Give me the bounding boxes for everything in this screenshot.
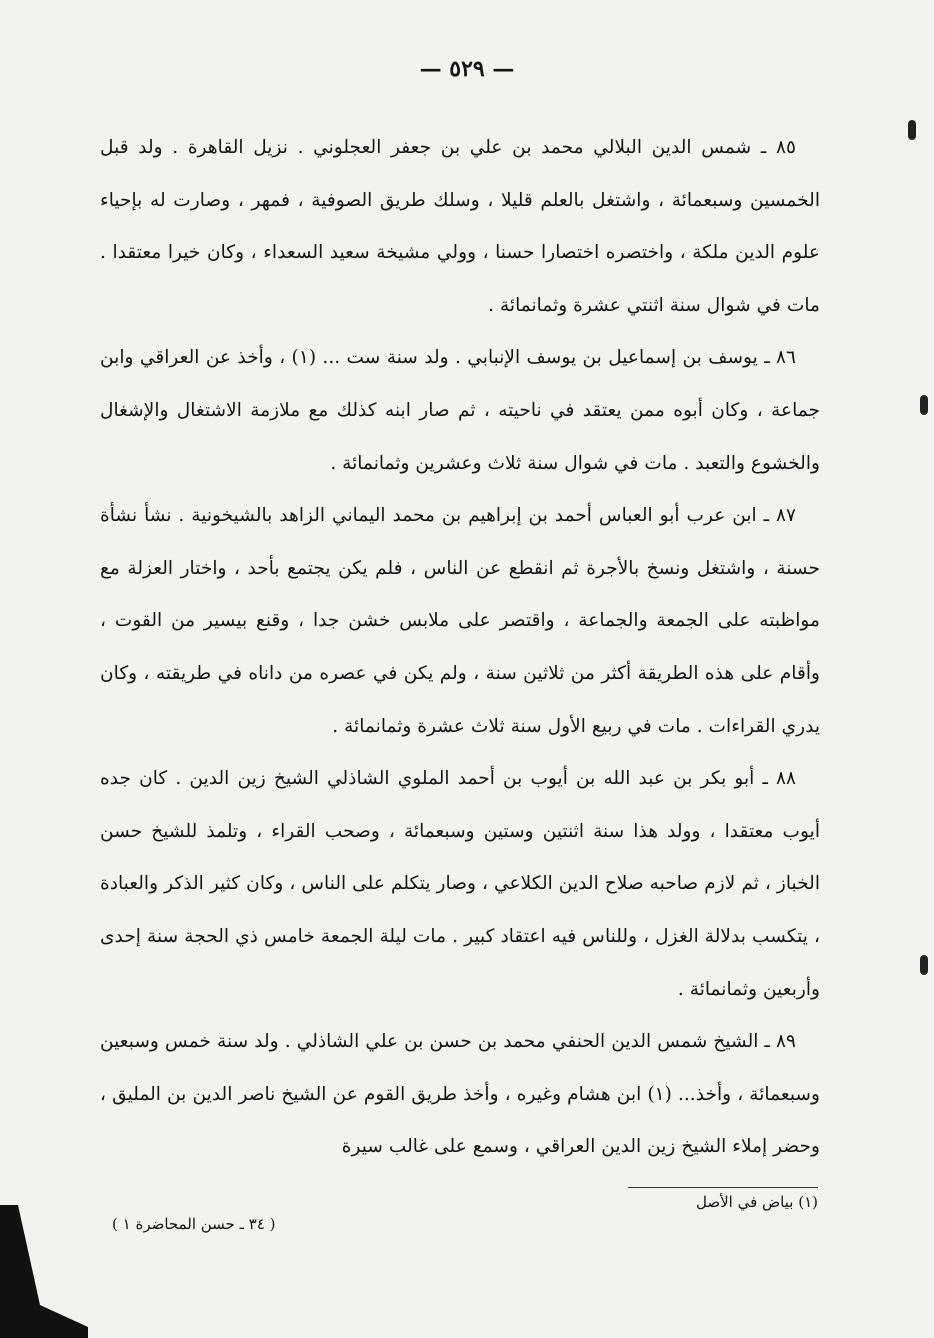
entry-89: ٨٩ ـ الشيخ شمس الدين الحنفي محمد بن حسن بن علي الشاذلي . ولد سنة خمس وسبعين وسبعمائة ، وأخذ... (١) ابن هشام وغيره ، وأخذ طريق القوم عن الشيخ ناصر الدين بن المليق ، وحضر إملاء الشيخ زين الدين العراقي ، وسمع على غالب سيرة <box>100 1031 820 1158</box>
entry-86: ٨٦ ـ يوسف بن إسماعيل بن يوسف الإنبابي . ولد سنة ست ... (١) ، وأخذ عن العراقي وابن جماعة ، وكان أبوه ممن يعتقد في ناحيته ، ثم صار ابنه كذلك مع ملازمة الاشتغال والإشغال والخشوع والتعبد . مات في شوال سنة ثلاث وعشرين وثمانمائة . <box>100 347 820 474</box>
scan-mark <box>920 395 928 415</box>
footnote-divider <box>628 1187 818 1188</box>
entry-88: ٨٨ ـ أبو بكر بن عبد الله بن أيوب بن أحمد الملوي الشاذلي الشيخ زين الدين . كان جده أيوب معتقدا ، وولد هذا سنة اثنتين وستين وسبعمائة ، وصحب القراء ، وتلمذ للشيخ حسن الخباز ، ثم لازم صاحبه صلاح الدين الكلاعي ، وصار يتكلم على الناس ، وكان كثير الذكر والعبادة ، يتكسب بدلالة الغزل ، وللناس فيه اعتقاد كبير . مات ليلة الجمعة خامس ذي الحجة سنة إحدى وأربعين وثمانمائة . <box>100 768 820 1000</box>
scan-mark <box>908 120 916 140</box>
footnote: (١) بياض في الأصل <box>696 1193 818 1211</box>
entry-85: ٨٥ ـ شمس الدين البلالي محمد بن علي بن جعفر العجلوني . نزيل القاهرة . ولد قبل الخمسين وسبعمائة ، واشتغل بالعلم قليلا ، وسلك طريق الصوفية ، فمهر ، وصارت له بإحياء علوم الدين ملكة ، واختصره اختصارا حسنا ، وولي مشيخة سعيد السعداء ، وكان خيرا معتقدا . مات في شوال سنة اثنتي عشرة وثمانمائة . <box>100 137 820 316</box>
page-number: — ٥٢٩ — <box>419 56 515 82</box>
signature-mark: ( ٣٤ ـ حسن المحاضرة ١ ) <box>112 1215 276 1233</box>
binding-shadow <box>0 1205 88 1338</box>
scan-mark <box>920 955 928 975</box>
entry-87: ٨٧ ـ ابن عرب أبو العباس أحمد بن إبراهيم بن محمد اليماني الزاهد بالشيخونية . نشأ نشأة حسنة ، واشتغل ونسخ بالأجرة ثم انقطع عن الناس ، فلم يكن يجتمع بأحد ، واختار العزلة مع مواظبته على الجمعة والجماعة ، واقتصر على ملابس خشن جدا ، وقنع بيسير من القوت ، وأقام على هذه الطريقة أكثر من ثلاثين سنة ، ولم يكن في عصره من داناه في طريقته ، وكان يدري القراءات . مات في ربيع الأول سنة ثلاث عشرة وثمانمائة . <box>100 505 820 737</box>
body-text <box>100 122 820 1174</box>
